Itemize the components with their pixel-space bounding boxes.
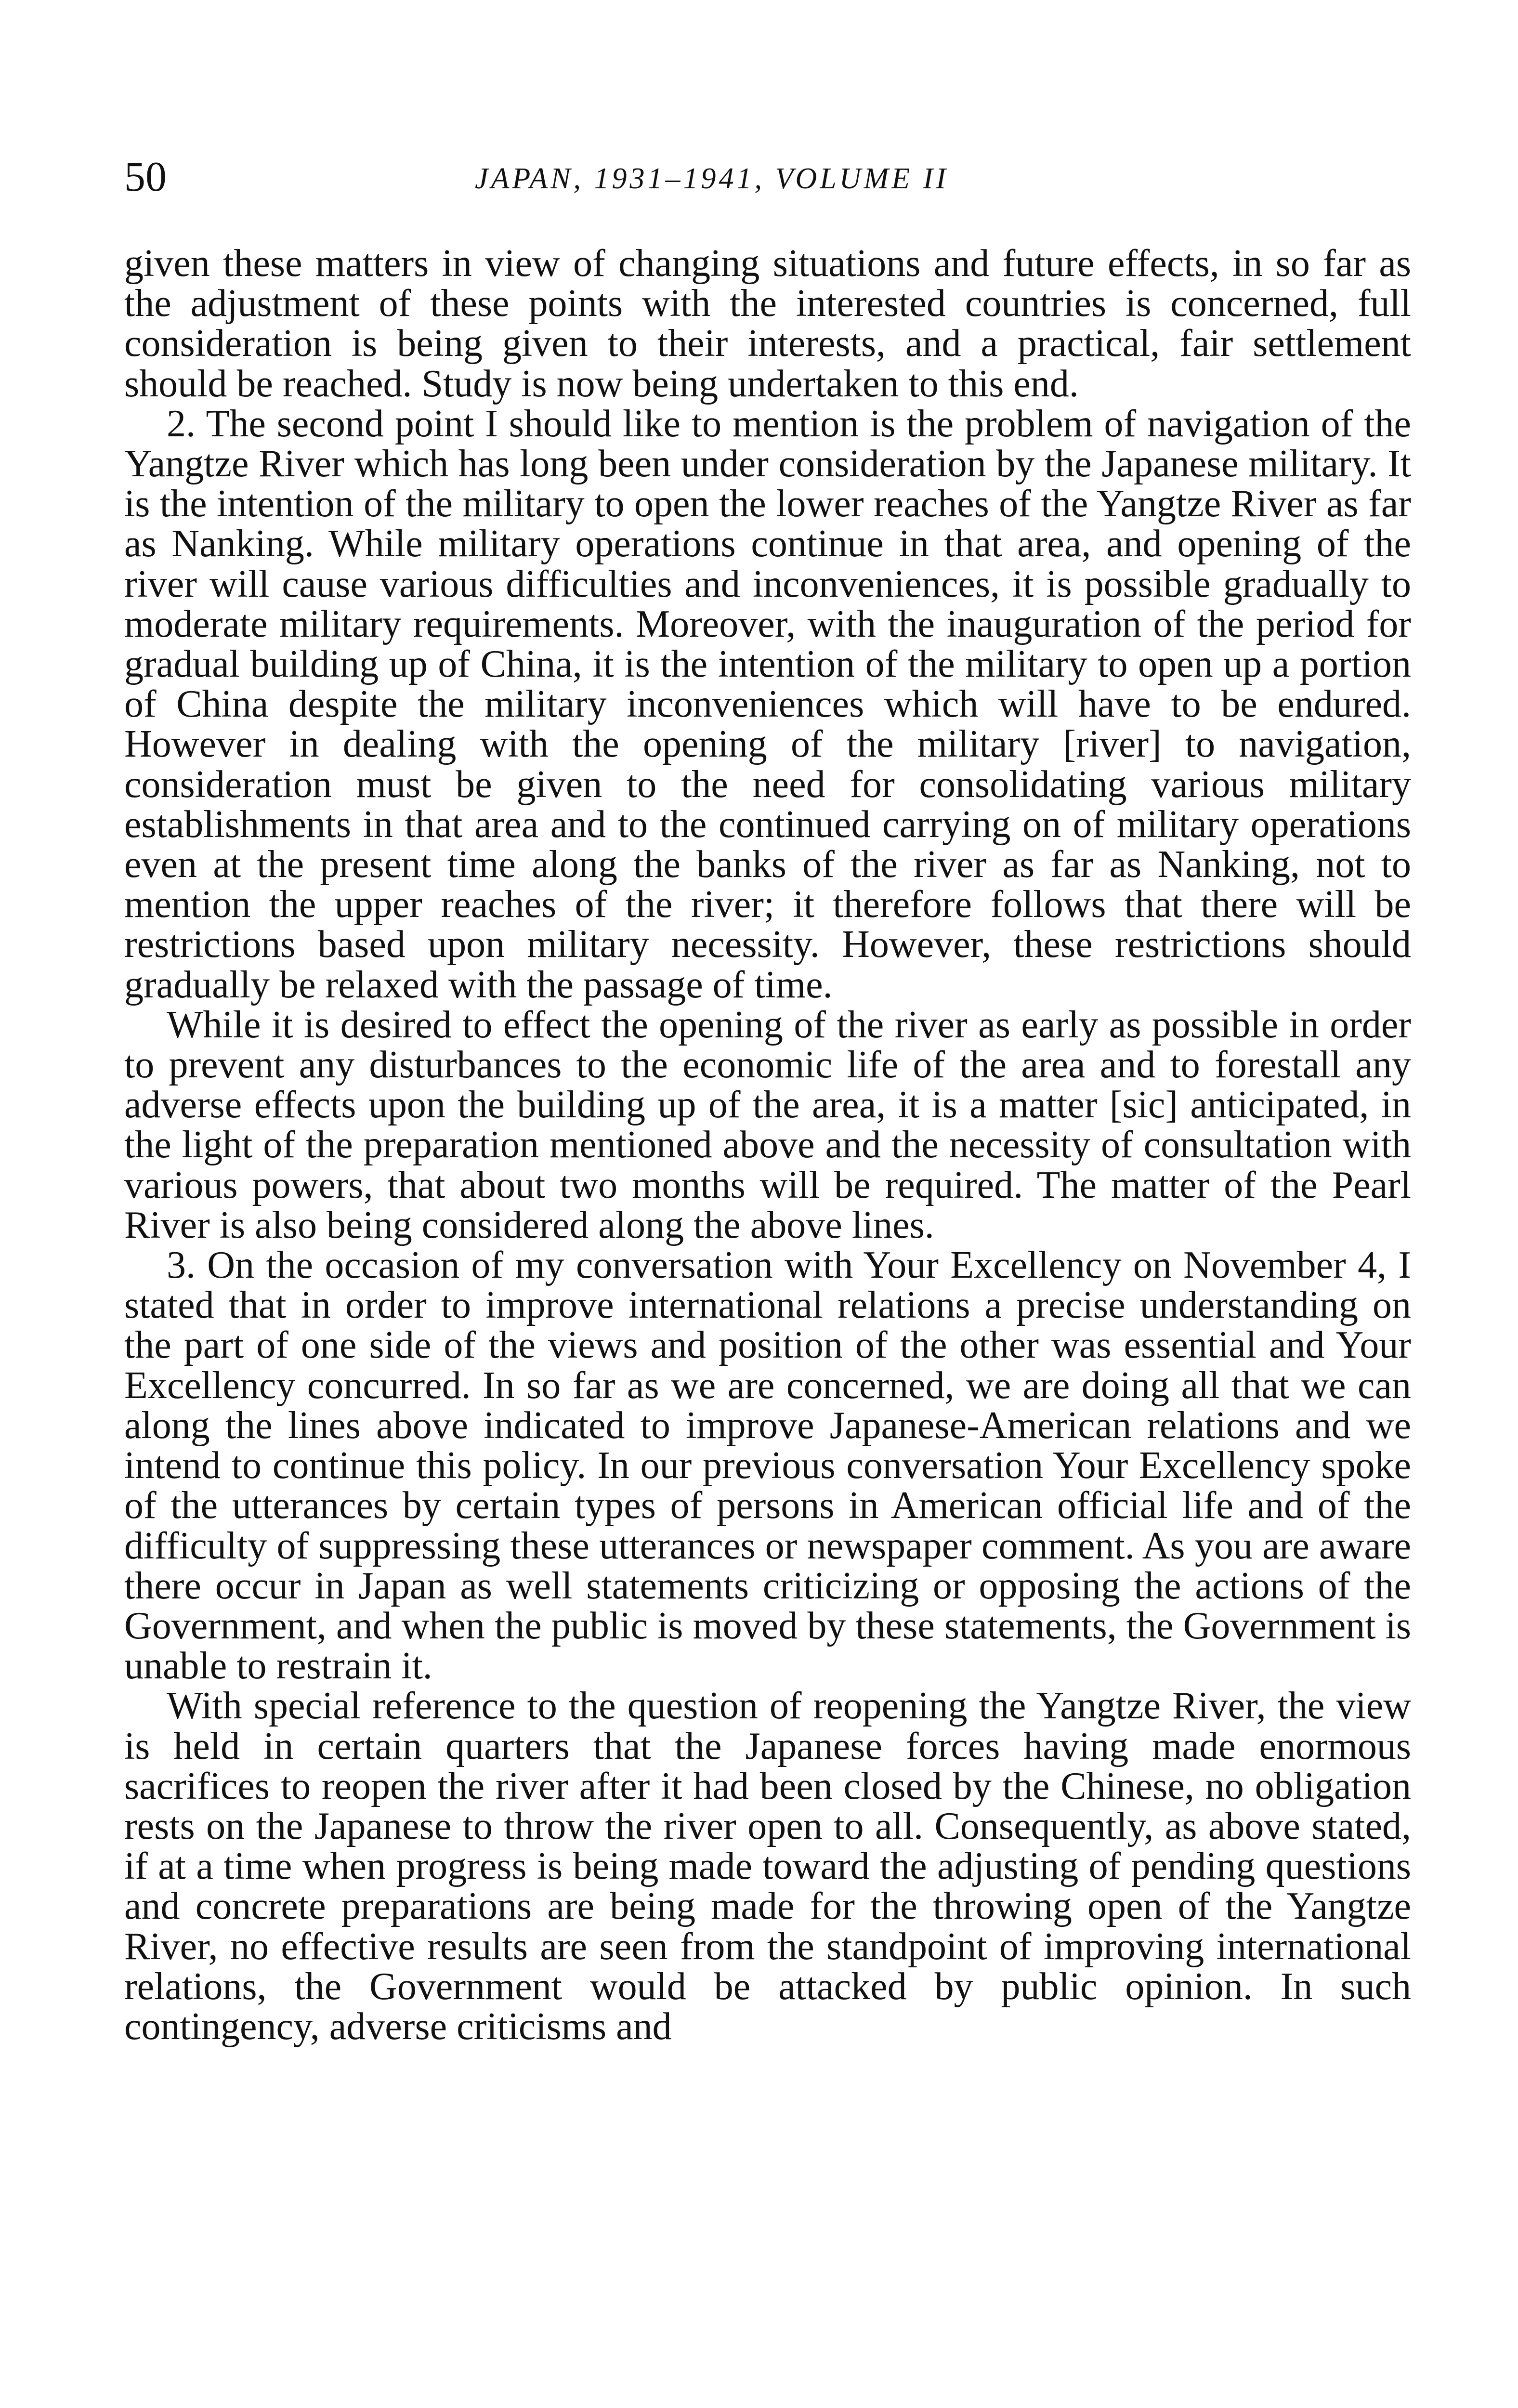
paragraph-continuation: given these matters in view of changing situations and future effects, in so far as the adjustment of these points with the interested countries is concerned, full consideration is being given to their interests, and a practical, fair settlement should be reached. Study is now being undertaken to this end. (124, 242, 1411, 405)
page-number: 50 (124, 154, 167, 200)
paragraph-point-2: 2. The second point I should like to mention is the problem of navigation of the Yangtze River which has long been under consideration by the Japanese military. It is the intention of the military to open the lower reaches of the Yangtze River as far as Nanking. While military operations continue in that area, and opening of the river will cause various difficulties and inconveniences, it is possible gradually to moderate military requirements. Moreover, with the inauguration of the period for gradual building up of China, it is the intention of the military to open up a portion of China despite the military inconveniences which will have to be endured. However in dealing with the opening of the military [river] to navigation, consideration must be given to the need for consolidating various military establishments in that area and to the continued carrying on of military operations even at the present time along the banks of the river as far as Nanking, not to mention the upper reaches of the river; it therefore follows that there will be restrictions based upon military necessity. However, these restrictions should gradually be relaxed with the passage of time. (124, 402, 1411, 1006)
paragraph-river-opening: While it is desired to effect the opening of the river as early as possible in order to prevent any disturbances to the economic life of the area and to forestall any adverse effects upon the building up of the area, it is a matter [sic] anticipated, in the light of the preparation mentioned above and the necessity of consultation with various powers, that about two months will be required. The matter of the Pearl River is also being considered along the above lines. (124, 1003, 1411, 1246)
page-header (124, 153, 1411, 211)
paragraph-yangtze-reopening: With special reference to the question of reopening the Yangtze River, the view is held in certain quarters that the Japanese forces having made enormous sacrifices to reopen the river after it had been closed by the Chinese, no obligation rests on the Japanese to throw the river open to all. Consequently, as above stated, if at a time when progress is being made toward the adjusting of pending questions and concrete preparations are being made for the throwing open of the Yangtze River, no effective results are seen from the standpoint of improving international relations, the Government would be attacked by public opinion. In such contingency, adverse criticisms and (124, 1685, 1411, 2048)
paragraph-point-3: 3. On the occasion of my conversation with Your Excellency on November 4, I stated that in order to improve international relations a precise understanding on the part of one side of the views and position of the other was essential and Your Excellency concurred. In so far as we are concerned, we are doing all that we can along the lines above indicated to improve Japanese-American relations and we intend to continue this policy. In our previous conversation Your Excellency spoke of the utterances by certain types of persons in American official life and of the difficulty of suppressing these utterances or newspaper comment. As you are aware there occur in Japan as well statements criticizing or opposing the actions of the Government, and when the public is moved by these statements, the Government is unable to restrain it. (124, 1244, 1411, 1688)
running-head: JAPAN, 1931–1941, VOLUME II (475, 162, 949, 195)
body-text (124, 244, 1411, 2047)
